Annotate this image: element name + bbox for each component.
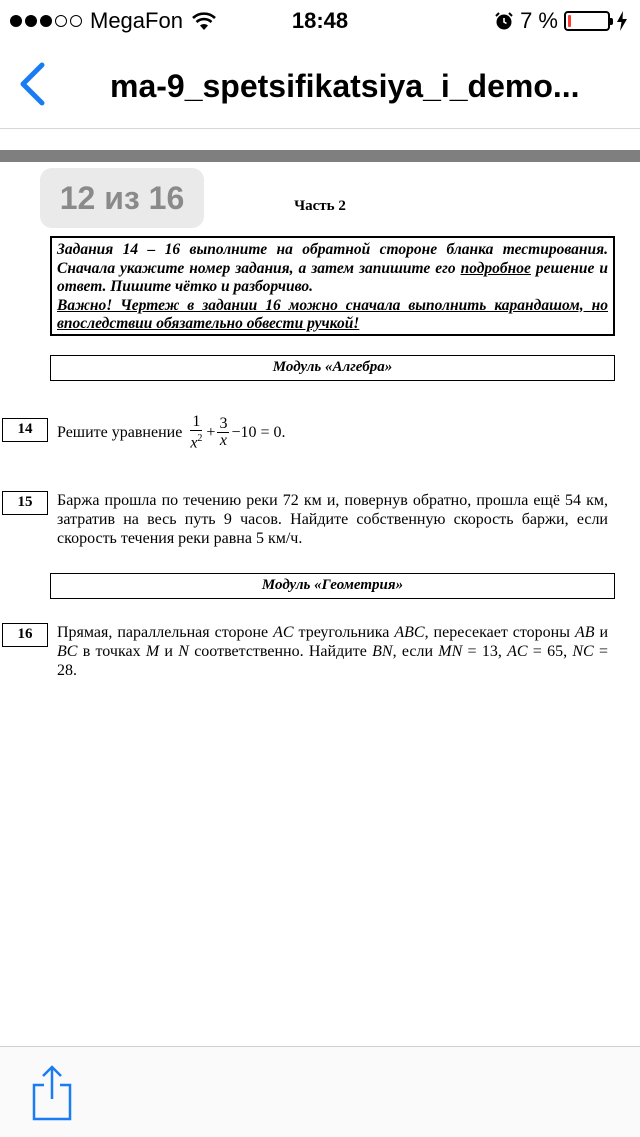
t16-v2: = 65, <box>527 643 573 660</box>
status-right <box>494 6 628 36</box>
t16-nc: NC <box>572 643 594 660</box>
fraction-2-denominator: x <box>219 432 227 450</box>
battery-icon <box>564 11 610 31</box>
t16-m: M <box>145 643 160 660</box>
task-14-prompt: Решите уравнение <box>57 424 183 442</box>
bottom-toolbar <box>0 1046 640 1137</box>
page-indicator: 12 из 16 <box>40 168 204 228</box>
t16-c: , пересекает стороны <box>424 624 575 641</box>
battery-percent: 7 % <box>520 8 558 33</box>
fraction-1-var: x <box>190 434 198 452</box>
t16-v3: = 28. <box>57 643 608 679</box>
document-top-edge <box>0 150 640 162</box>
t16-ac: AC <box>273 624 294 641</box>
task-16-number: 16 <box>2 623 48 647</box>
status-bar <box>0 0 640 40</box>
alarm-clock-icon <box>494 11 514 31</box>
plus-sign: + <box>206 424 216 442</box>
t16-bc: BC <box>57 643 78 660</box>
share-button[interactable] <box>26 1063 78 1123</box>
status-time: 18:48 <box>291 8 349 33</box>
t16-mn: MN <box>438 643 463 660</box>
task-15-number: 15 <box>2 491 48 515</box>
document-title: ma-9_spetsifikatsiya_i_demo... <box>110 68 580 104</box>
navigation-bar <box>0 40 640 129</box>
t16-h: , если <box>392 643 439 660</box>
instruction-underlined: подробное <box>460 259 531 277</box>
t16-e: в точках <box>77 643 146 660</box>
instruction-box <box>50 236 615 336</box>
module-algebra-header: Модуль «Алгебра» <box>50 355 615 381</box>
task-14-tail: −10 = 0. <box>231 424 286 442</box>
t16-a: Прямая, параллельная стороне <box>57 624 274 641</box>
instruction-important: Важно! Чертеж в задании 16 можно сначала выполнить карандашом, но впоследствии обязательно обвести ручкой! <box>57 296 608 332</box>
t16-g: соответственно. Найдите <box>188 643 373 660</box>
fraction-1 <box>188 414 204 451</box>
t16-abc: ABC <box>394 624 425 641</box>
task-14-number: 14 <box>2 418 48 442</box>
t16-f: и <box>159 643 179 660</box>
t16-bn: BN <box>372 643 393 660</box>
charging-bolt-icon <box>616 11 628 31</box>
instruction-text-2: решение и ответ. Пишите чётко и разборчиво. <box>57 259 608 295</box>
instruction-text: Задания 14 – 16 выполните на обратной стороне бланка тестирования. Сначала укажите номер задания, а затем запишите его <box>57 241 608 277</box>
t16-n: N <box>178 643 189 660</box>
t16-ab: AB <box>574 624 595 641</box>
chevron-left-icon <box>18 62 46 106</box>
fraction-1-exponent: 2 <box>197 433 203 444</box>
part-title: Часть 2 <box>294 198 346 214</box>
fraction-2-numerator: 3 <box>219 415 228 433</box>
task-14-equation <box>57 414 286 451</box>
carrier-name: MegaFon <box>90 8 183 33</box>
share-icon <box>26 1063 78 1123</box>
module-geometry-header: Модуль «Геометрия» <box>50 573 615 599</box>
fraction-2 <box>217 416 229 449</box>
task-15-text: Баржа прошла по течению реки 72 км и, повернув обратно, прошла ещё 54 км, затратив на весь путь 9 часов. Найдите собственную скорость баржи, если скорость течения реки равна 5 км/ч. <box>57 492 608 547</box>
t16-d: и <box>594 624 609 641</box>
task-14-text <box>57 414 608 451</box>
t16-b: треугольника <box>293 624 395 641</box>
t16-v1: = 13, <box>462 643 508 660</box>
battery-level-fill <box>568 15 571 27</box>
task-16-text <box>57 623 608 680</box>
fraction-1-numerator: 1 <box>192 413 201 430</box>
back-button[interactable] <box>12 60 52 108</box>
t16-ac2: AC <box>507 643 528 660</box>
fraction-1-denominator <box>188 431 204 451</box>
